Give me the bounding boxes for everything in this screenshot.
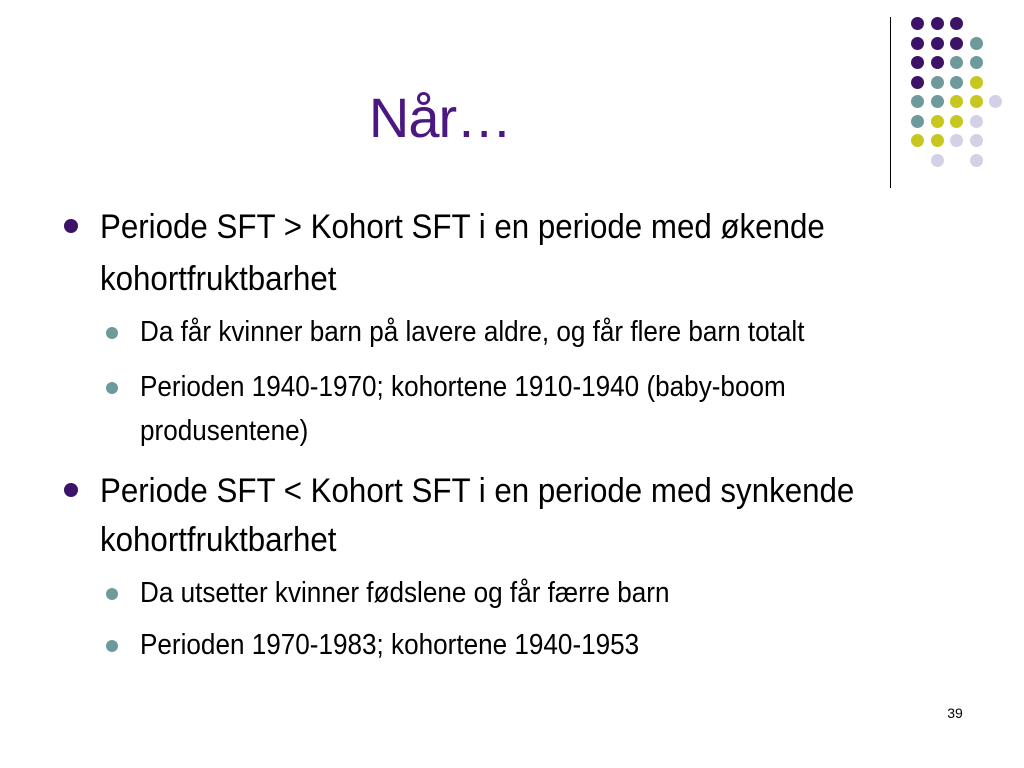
page-number: 39 [947,705,963,721]
sub-bullet-marker [106,640,118,652]
sub-bullet-text: Perioden 1970-1983; kohortene 1940-1953 [140,629,640,661]
sub-bullet-marker [106,382,118,394]
bullet-text: kohortfruktbarhet [100,260,337,298]
bullet-marker [64,483,78,497]
sub-bullet-text: Da får kvinner barn på lavere aldre, og får flere barn totalt [140,316,805,348]
bullet-text: Periode SFT > Kohort SFT i en periode med økende [100,208,825,246]
sub-bullet-text: Da utsetter kvinner fødslene og får færre barn [140,577,670,609]
slide-title: Når… [368,86,512,149]
sub-bullet-text: produsentene) [140,415,309,447]
bullet-text: kohortfruktbarhet [100,521,337,559]
sub-bullet-marker [106,588,118,600]
sub-bullet-marker [106,327,118,339]
bullet-text: Periode SFT < Kohort SFT i en periode med synkende [100,472,855,510]
sub-bullet-text: Perioden 1940-1970; kohortene 1910-1940 (baby-boom [140,371,786,403]
bullet-marker [64,219,78,233]
